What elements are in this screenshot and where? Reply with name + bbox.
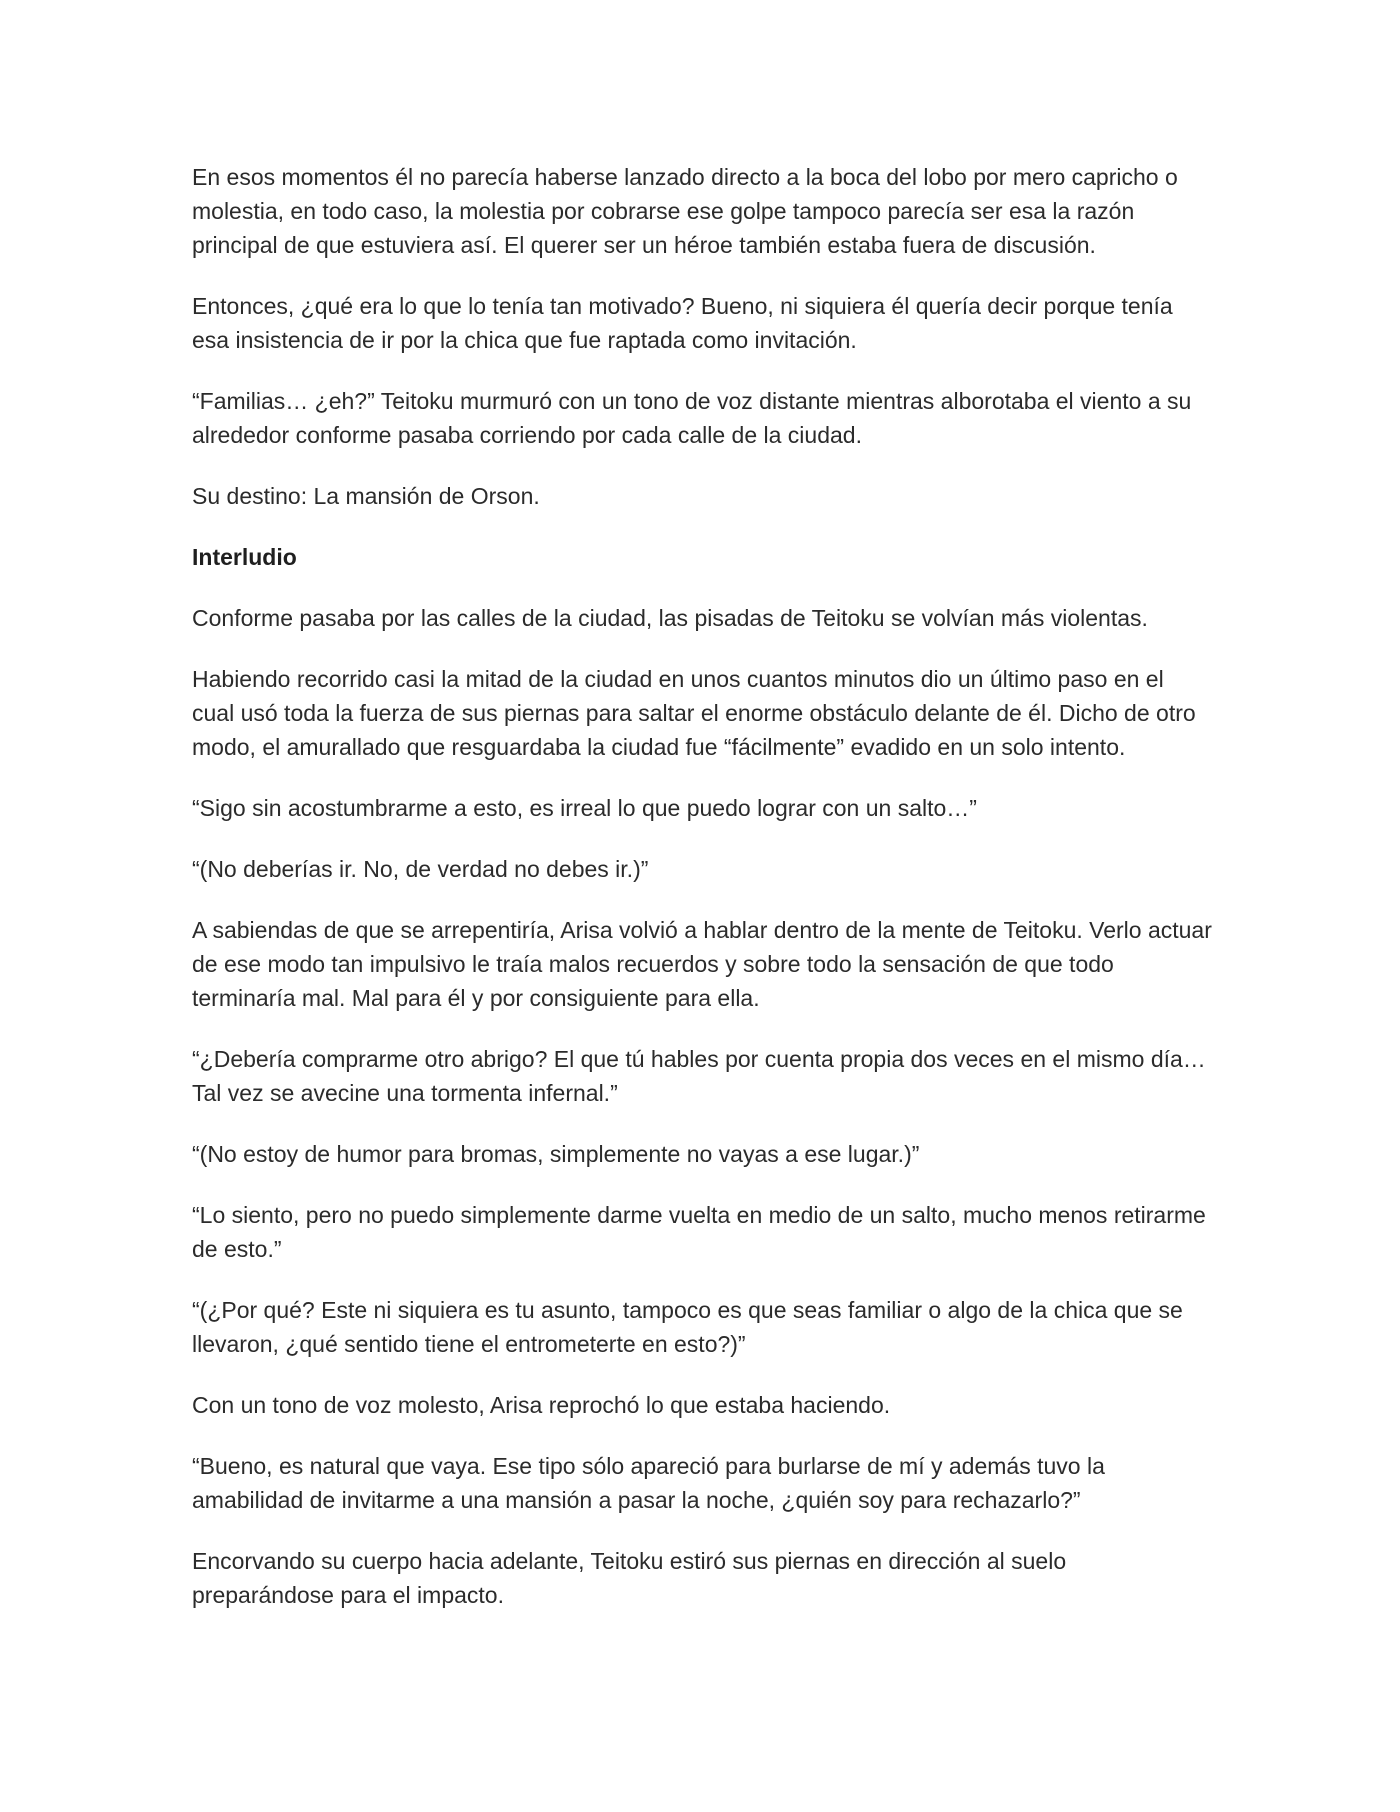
paragraph: A sabiendas de que se arrepentiría, Arisa volvió a hablar dentro de la mente de Teitoku. Verlo actuar de ese modo tan impulsivo le traía malos recuerdos y sobre todo la sensación de que todo terminaría mal. Mal para él y por consiguiente para ella. [192,917,1212,1011]
paragraph: Habiendo recorrido casi la mitad de la ciudad en unos cuantos minutos dio un último paso en el cual usó toda la fuerza de sus piernas para saltar el enorme obstáculo delante de él. Dicho de otro modo, el amurallado que resguardaba la ciudad fue “fácilmente” evadido en un solo intento. [192,666,1196,760]
paragraph: “Familias… ¿eh?” Teitoku murmuró con un tono de voz distante mientras alborotaba el viento a su alrededor conforme pasaba corriendo por cada calle de la ciudad. [192,388,1192,448]
paragraph: “¿Debería comprarme otro abrigo? El que tú hables por cuenta propia dos veces en el mismo día… Tal vez se avecine una tormenta infernal.” [192,1046,1206,1106]
paragraph: Su destino: La mansión de Orson. [192,483,540,509]
section-heading: Interludio [192,544,297,570]
paragraph: Encorvando su cuerpo hacia adelante, Teitoku estiró sus piernas en dirección al suelo preparándose para el impacto. [192,1548,1067,1608]
paragraph: Con un tono de voz molesto, Arisa reprochó lo que estaba haciendo. [192,1392,891,1418]
paragraph: Conforme pasaba por las calles de la ciudad, las pisadas de Teitoku se volvían más violentas. [192,605,1148,631]
document-page [192,160,1212,1639]
paragraph: En esos momentos él no parecía haberse lanzado directo a la boca del lobo por mero capricho o molestia, en todo caso, la molestia por cobrarse ese golpe tampoco parecía ser esa la razón principal de que estuviera así. El querer ser un héroe también estaba fuera de discusión. [192,164,1178,258]
paragraph: “Lo siento, pero no puedo simplemente darme vuelta en medio de un salto, mucho menos retirarme de esto.” [192,1202,1206,1262]
paragraph: “(No deberías ir. No, de verdad no debes ir.)” [192,856,649,882]
paragraph: “(No estoy de humor para bromas, simplemente no vayas a ese lugar.)” [192,1141,920,1167]
paragraph: “Bueno, es natural que vaya. Ese tipo sólo apareció para burlarse de mí y además tuvo la amabilidad de invitarme a una mansión a pasar la noche, ¿quién soy para rechazarlo?” [192,1453,1105,1513]
paragraph: “Sigo sin acostumbrarme a esto, es irreal lo que puedo lograr con un salto…” [192,795,977,821]
paragraph: “(¿Por qué? Este ni siquiera es tu asunto, tampoco es que seas familiar o algo de la chica que se llevaron, ¿qué sentido tiene el entrometerte en esto?)” [192,1297,1183,1357]
paragraph: Entonces, ¿qué era lo que lo tenía tan motivado? Bueno, ni siquiera él quería decir porque tenía esa insistencia de ir por la chica que fue raptada como invitación. [192,293,1173,353]
